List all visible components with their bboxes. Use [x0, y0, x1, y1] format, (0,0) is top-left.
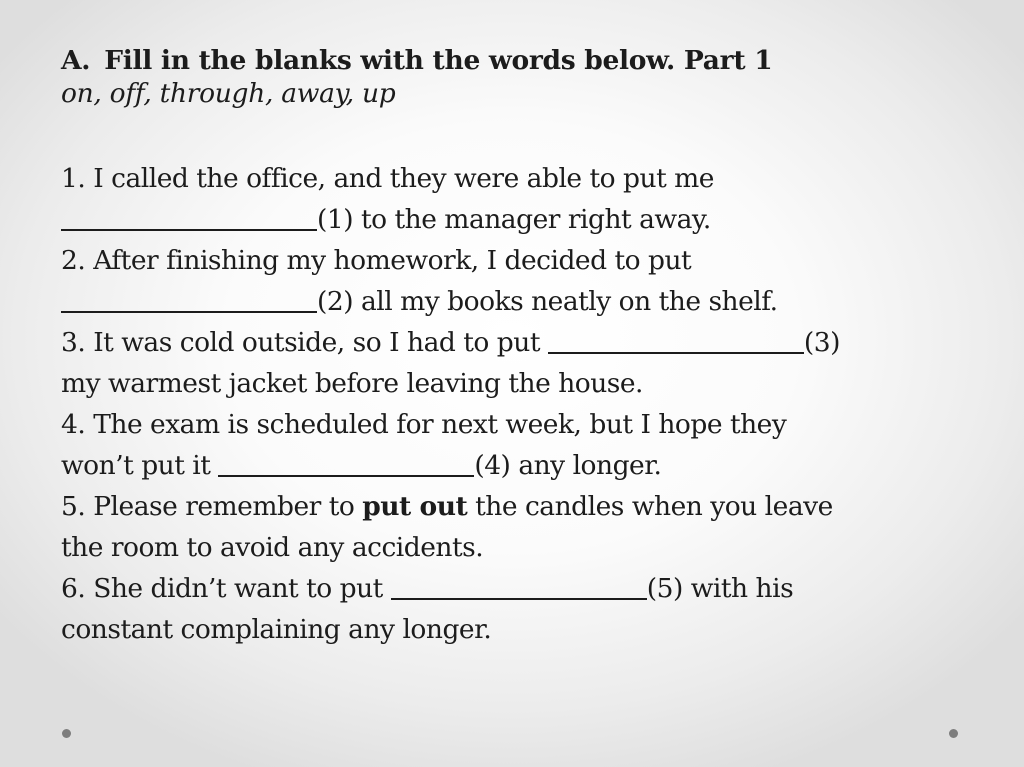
- sentence-1-tail: (1) to the manager right away.: [317, 204, 711, 235]
- sentence-5-head: 5. Please remember to: [61, 491, 363, 522]
- sentence-2-line-1: 2. After finishing my homework, I decided to put: [61, 245, 692, 276]
- sentence-1-line-1: 1. I called the office, and they were able to put me: [61, 163, 714, 194]
- sentence-6-tail: (5) with his: [646, 573, 794, 604]
- sentence-3-line-1: [61, 322, 981, 363]
- sentence-6-line-1: [61, 568, 981, 609]
- sentence-5-line-1: [61, 486, 981, 527]
- sentence-5-tail: the candles when you leave: [467, 491, 833, 522]
- decorative-dot-left: [62, 729, 71, 738]
- sentence-4-tail: (4) any longer.: [474, 450, 662, 481]
- section-letter: A.: [61, 45, 91, 76]
- sentence-2-line-2: [61, 281, 981, 322]
- sentence-2-tail: (2) all my books neatly on the shelf.: [317, 286, 778, 317]
- decorative-dot-right: [949, 729, 958, 738]
- blank-4[interactable]: [218, 449, 474, 477]
- spacer: [61, 110, 981, 158]
- sentence-3-line-2: my warmest jacket before leaving the house.: [61, 368, 643, 399]
- exercise-title: [61, 44, 981, 77]
- blank-3[interactable]: [548, 326, 804, 354]
- blank-5[interactable]: [391, 572, 647, 600]
- blank-2[interactable]: [61, 285, 317, 313]
- blank-1[interactable]: [61, 203, 317, 231]
- sentence-4-head: won’t put it: [61, 450, 219, 481]
- sentence-4-line-2: [61, 445, 981, 486]
- sentence-1-line-2: [61, 199, 981, 240]
- instruction-text: Fill in the blanks with the words below. Part 1: [104, 45, 773, 76]
- sentence-3-number: (3): [803, 327, 840, 358]
- word-bank: on, off, through, away, up: [61, 78, 396, 109]
- sentence-6-line-2: constant complaining any longer.: [61, 614, 492, 645]
- sentence-6-head: 6. She didn’t want to put: [61, 573, 391, 604]
- worksheet: [61, 44, 981, 650]
- sentence-5-line-2: the room to avoid any accidents.: [61, 532, 484, 563]
- sentence-3-head: 3. It was cold outside, so I had to put: [61, 327, 548, 358]
- sentence-4-line-1: 4. The exam is scheduled for next week, but I hope they: [61, 409, 787, 440]
- example-phrase: put out: [362, 491, 468, 522]
